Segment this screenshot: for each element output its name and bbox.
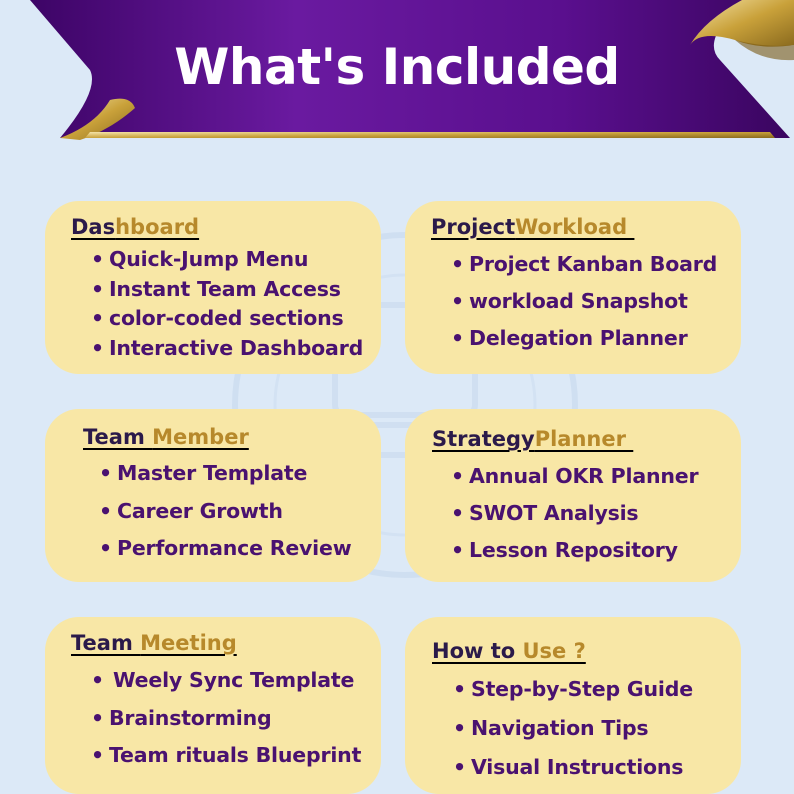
- list-item: • Quick-Jump Menu: [91, 247, 363, 277]
- list-item: • color-coded sections: [91, 306, 363, 336]
- card-project-workload: [405, 201, 741, 374]
- list-item: • Step-by-Step Guide: [453, 677, 693, 716]
- card-strategy-planner: [405, 409, 741, 582]
- list-item: • Instant Team Access: [91, 277, 363, 307]
- list-item: • Performance Review: [99, 536, 351, 574]
- list-item: • Lesson Repository: [451, 538, 698, 575]
- list-item: • Team rituals Blueprint: [91, 743, 361, 781]
- card-dashboard: [45, 201, 381, 374]
- list-item: • Visual Instructions: [453, 755, 693, 794]
- list-item: • SWOT Analysis: [451, 501, 698, 538]
- list-item: • Annual OKR Planner: [451, 464, 698, 501]
- list-item: • Interactive Dashboard: [91, 336, 363, 366]
- card-title: StrategyPlanner: [432, 427, 634, 451]
- card-team-meeting: [45, 617, 381, 794]
- list-item: • Master Template: [99, 461, 351, 499]
- card-title: Team Meeting: [71, 631, 237, 655]
- card-how-to-use: [405, 617, 741, 794]
- card-title: ProjectWorkload: [431, 215, 635, 239]
- list-item: • Navigation Tips: [453, 716, 693, 755]
- card-title: Dashboard: [71, 215, 200, 239]
- list-item: • workload Snapshot: [451, 289, 717, 326]
- list-item: • Delegation Planner: [451, 326, 717, 363]
- card-title: How to Use ?: [432, 639, 586, 663]
- list-item: • Brainstorming: [91, 706, 361, 744]
- page-title: What's Included: [174, 38, 620, 96]
- card-team-member: [45, 409, 381, 582]
- list-item: • Career Growth: [99, 499, 351, 537]
- card-title: Team Member: [83, 425, 249, 449]
- list-item: • Weely Sync Template: [91, 668, 361, 706]
- list-item: • Project Kanban Board: [451, 252, 717, 289]
